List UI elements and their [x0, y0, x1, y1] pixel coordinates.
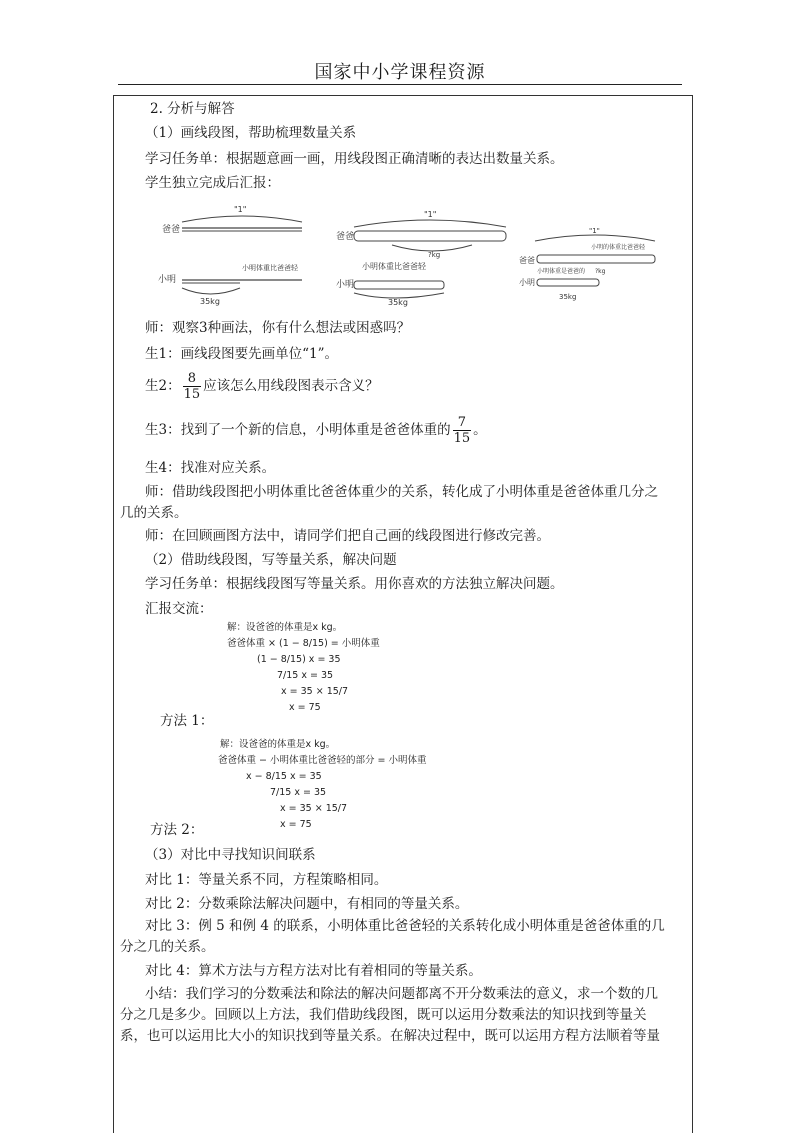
- sketch1-note: 小明体重比爸爸轻: [242, 264, 298, 272]
- fraction-denominator: 15: [183, 387, 201, 402]
- task-sheet-text: 学习任务单：根据题意画一画，用线段图正确清晰的表达出数量关系。: [145, 151, 564, 167]
- sketch2-note: 小明体重比爸爸轻: [362, 262, 426, 271]
- sketch1-top-label: 爸爸: [162, 225, 181, 235]
- sketch3-bottom-label: 小明: [519, 278, 535, 287]
- method2-step3: x = 35 × 15/7: [280, 803, 348, 814]
- method1-step3: x = 35 × 15/7: [281, 686, 349, 697]
- comparison-2: 对比 2：分数乘除法解决问题中，有相同的等量关系。: [145, 896, 469, 912]
- sketch3-kg: 35kg: [559, 293, 577, 301]
- sketch2-kg: 35kg: [388, 298, 408, 307]
- method2-label: 方法 2：: [150, 822, 204, 838]
- method2-work: [218, 737, 458, 837]
- comparison-3: 对比 3：例 5 和例 4 的联系，小明体重比爸爸轻的关系转化成小明体重是爸爸体重的几分之几的关系。: [120, 918, 665, 955]
- comparison-1: 对比 1：等量关系不同，方程策略相同。: [145, 872, 388, 888]
- sketch1-bottom-label: 小明: [158, 275, 177, 285]
- comparison-4: 对比 4：算术方法与方程方法对比有着相同的等量关系。: [145, 963, 482, 979]
- sketch2-x: ?kg: [428, 251, 441, 259]
- subsection-heading-2: （2）借助线段图，写等量关系，解决问题: [145, 552, 397, 568]
- student2-prefix: 生2：: [145, 378, 181, 394]
- sketch1-one-label: "1": [234, 205, 247, 214]
- line-segment-sketch-1: [150, 200, 325, 310]
- method1-work: [225, 620, 425, 720]
- report-text: 学生独立完成后汇报：: [145, 175, 280, 191]
- header-rule: [118, 84, 682, 85]
- sketch3-one-label: "1": [589, 227, 600, 235]
- sketch2-bottom-label: 小明: [336, 280, 355, 290]
- method2-set: 解：设爸爸的体重是x kg。: [220, 739, 336, 750]
- fraction-denominator: 15: [453, 431, 471, 446]
- subsection-heading-3: （3）对比中寻找知识间联系: [145, 847, 316, 863]
- student1-answer: 生1：画线段图要先画单位“1”。: [145, 346, 338, 362]
- task-sheet-text-2: 学习任务单：根据线段图写等量关系。用你喜欢的方法独立解决问题。: [145, 576, 564, 592]
- exchange-label: 汇报交流：: [145, 601, 213, 617]
- student2-suffix: 应该怎么用线段图表示含义？: [203, 378, 379, 394]
- method2-relation: 爸爸体重 − 小明体重比爸爸轻的部分 = 小明体重: [218, 755, 427, 766]
- student3-prefix: 生3：找到了一个新的信息，小明体重是爸爸体重的: [145, 422, 451, 438]
- student2-answer: [145, 369, 379, 403]
- sketch3-note2: 小明体重是爸爸的: [537, 268, 586, 275]
- method1-step2: 7/15 x = 35: [277, 670, 334, 681]
- fraction-numerator: 7: [453, 415, 472, 431]
- student3-answer: [145, 413, 487, 447]
- student3-suffix: 。: [473, 422, 487, 438]
- fraction-8-15: [183, 371, 202, 402]
- subsection-heading: （1）画线段图，帮助梳理数量关系: [145, 125, 357, 141]
- section-heading: 2. 分析与解答: [150, 101, 235, 117]
- sketch3-top-label: 爸爸: [519, 256, 535, 265]
- method2-step4: x = 75: [280, 819, 312, 830]
- method1-relation: 爸爸体重 × (1 − 8/15) = 小明体重: [227, 638, 380, 649]
- method2-step1: x − 8/15 x = 35: [246, 771, 322, 782]
- page-header-title: 国家中小学课程资源: [314, 62, 486, 83]
- method2-step2: 7/15 x = 35: [270, 787, 327, 798]
- fraction-7-15: [453, 415, 472, 446]
- method1-step4: x = 75: [289, 702, 321, 713]
- sketch2-one-label: "1": [424, 210, 437, 219]
- method1-step1: (1 − 8/15) x = 35: [257, 654, 341, 665]
- method1-set: 解：设爸爸的体重是x kg。: [227, 622, 343, 633]
- teacher-instruction: 师：在回顾画图方法中，请同学们把自己画的线段图进行修改完善。: [145, 528, 550, 544]
- summary-paragraph: 小结：我们学习的分数乘法和除法的解决问题都离不开分数乘法的意义，求一个数的几分之几是多少。回顾以上方法，我们借助线段图，既可以运用分数乘法的知识找到等量关系，也可以运用比大小的知识找到等量关系。在解决过程中，既可以运用方程方法顺着等量: [120, 986, 660, 1044]
- teacher-question: 师：观察3种画法，你有什么想法或困惑吗？: [145, 320, 411, 336]
- line-segment-sketch-2: [332, 205, 522, 310]
- sketch3-x: ?kg: [595, 268, 606, 275]
- method1-label: 方法 1：: [160, 713, 214, 729]
- teacher-summary: 师：借助线段图把小明体重比爸爸体重少的关系，转化成了小明体重是爸爸体重几分之几的关系。: [120, 484, 658, 521]
- sketch2-top-label: 爸爸: [336, 232, 355, 242]
- line-segment-sketch-3: [515, 225, 675, 305]
- fraction-numerator: 8: [183, 371, 202, 387]
- sketch1-kg: 35kg: [200, 297, 220, 306]
- sketch3-note: 小明的体重比爸爸轻: [591, 244, 646, 251]
- student4-answer: 生4：找准对应关系。: [145, 460, 276, 476]
